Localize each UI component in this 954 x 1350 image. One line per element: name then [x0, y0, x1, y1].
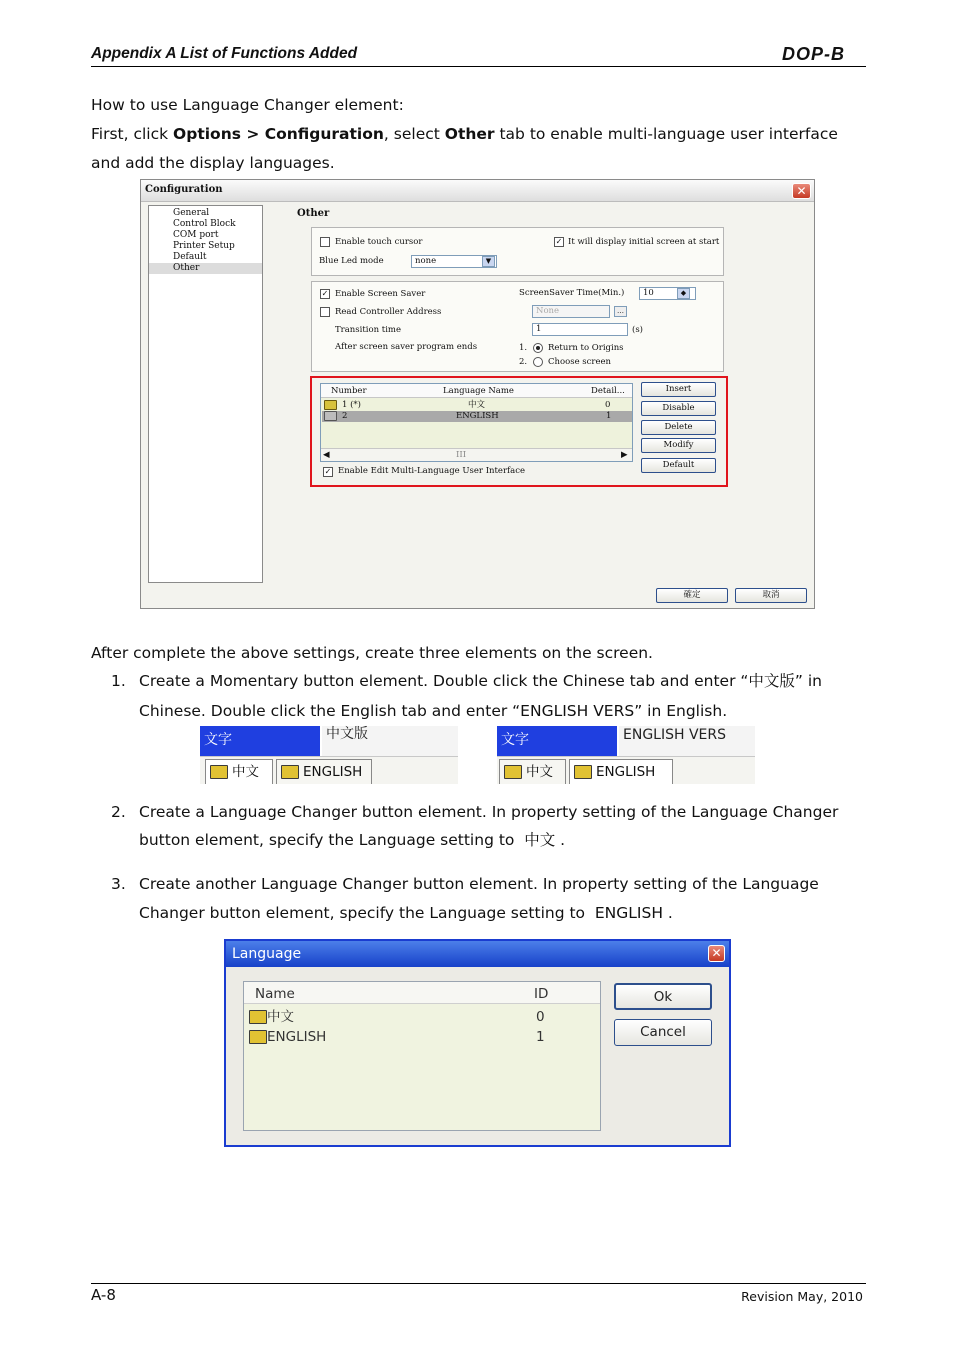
row-number: 1 (*): [342, 400, 361, 410]
row-detail: 0: [605, 400, 611, 410]
list-item[interactable]: 中文: [249, 1009, 294, 1025]
scroll-right-icon[interactable]: ▶: [621, 450, 628, 460]
blue-led-select[interactable]: none: [411, 255, 497, 268]
header-rule: [91, 66, 866, 67]
touch-cursor-label: Enable touch cursor: [335, 237, 423, 247]
step-3-number: 3.: [111, 875, 126, 893]
touch-cursor-checkbox[interactable]: [320, 237, 330, 247]
after-settings-text: After complete the above settings, create three elements on the screen.: [91, 644, 653, 662]
step-2-line-2: button element, specify the Language setting to 中文 .: [139, 831, 566, 849]
col-name[interactable]: Name: [255, 986, 295, 1002]
chinese-tab-snippet: [200, 726, 458, 784]
blue-led-label: Blue Led mode: [319, 256, 384, 266]
list-item[interactable]: ENGLISH: [249, 1029, 326, 1045]
col-id[interactable]: ID: [534, 986, 549, 1002]
read-controller-checkbox[interactable]: [320, 307, 330, 317]
screensaver-time-input[interactable]: 10: [639, 287, 696, 300]
snippet-label: 文字: [497, 726, 617, 756]
insert-button[interactable]: Insert: [641, 382, 716, 397]
step-1-line-2: Chinese. Double click the English tab and enter “ENGLISH VERS” in English.: [139, 702, 728, 720]
tree-item-com-port[interactable]: COM port: [173, 230, 219, 240]
scroll-left-icon[interactable]: ◀: [323, 450, 330, 460]
intro-line-3: and add the display languages.: [91, 154, 335, 172]
row-detail: 1: [606, 411, 612, 421]
intro-line-1: How to use Language Changer element:: [91, 96, 404, 114]
col-number[interactable]: Number: [331, 386, 367, 396]
list-item-id: 0: [536, 1009, 545, 1025]
modify-button[interactable]: Modify: [641, 438, 716, 453]
dialog-titlebar: [141, 180, 814, 202]
screen-saver-label: Enable Screen Saver: [335, 289, 426, 299]
after-saver-label: After screen saver program ends: [335, 342, 478, 352]
snippet-value: 中文版: [322, 726, 458, 756]
settings-tree: [148, 205, 263, 583]
col-language-name[interactable]: Language Name: [443, 386, 514, 396]
tab-english[interactable]: ENGLISH: [276, 759, 372, 784]
snippet-label: 文字: [200, 726, 320, 756]
transition-label: Transition time: [335, 325, 402, 335]
footer-rule: [91, 1283, 866, 1284]
screen-saver-checkbox[interactable]: ✓: [321, 289, 329, 298]
browse-icon[interactable]: …: [614, 306, 627, 317]
scroll-thumb-grip[interactable]: III: [456, 450, 467, 460]
transition-unit: (s): [632, 325, 643, 335]
language-dialog-title: Language: [226, 941, 729, 967]
book-icon: [249, 1030, 267, 1044]
return-origins-label: Return to Origins: [548, 343, 624, 353]
tab-english[interactable]: ENGLISH: [569, 759, 673, 784]
choose-screen-radio[interactable]: [533, 357, 543, 367]
choose-screen-label: Choose screen: [548, 357, 612, 367]
language-list: [243, 981, 601, 1131]
enable-multi-language-checkbox[interactable]: ✓: [324, 467, 332, 476]
option-2-number: 2.: [519, 357, 528, 367]
ok-button[interactable]: Ok: [614, 983, 712, 1010]
row-number: 2: [342, 411, 348, 421]
step-1-number: 1.: [111, 672, 126, 690]
revision-date: Revision May, 2010: [741, 1289, 863, 1304]
initial-screen-label: It will display initial screen at start: [568, 237, 720, 247]
step-2-number: 2.: [111, 803, 126, 821]
list-item-id: 1: [536, 1029, 545, 1045]
snippet-tab-bar: [497, 756, 755, 784]
dop-b-logo: DOP-B: [782, 44, 845, 64]
book-icon: [574, 765, 592, 779]
page-number: A-8: [91, 1286, 116, 1304]
tab-chinese[interactable]: 中文: [499, 759, 566, 784]
chevron-down-icon[interactable]: ▼: [482, 256, 495, 267]
snippet-tab-bar: [200, 756, 458, 784]
language-dialog: [224, 939, 731, 1147]
book-icon: [249, 1010, 267, 1024]
default-button[interactable]: Default: [641, 458, 716, 473]
configuration-dialog: [140, 179, 815, 609]
step-3-line-1: Create another Language Changer button element. In property setting of the Language: [139, 875, 819, 893]
tab-chinese[interactable]: 中文: [205, 759, 273, 784]
close-icon[interactable]: ✕: [792, 183, 811, 199]
enable-multi-language-label: Enable Edit Multi-Language User Interface: [338, 466, 526, 476]
highlight-box: [310, 376, 728, 487]
book-icon: [210, 765, 228, 779]
tree-item-general[interactable]: General: [173, 208, 210, 218]
section-title: Other: [297, 208, 330, 219]
delete-button[interactable]: Delete: [641, 420, 716, 435]
dialog-title: Configuration: [145, 184, 223, 195]
initial-screen-checkbox[interactable]: ✓: [555, 237, 563, 246]
step-2-line-1: Create a Language Changer button element. In property setting of the Language Changer: [139, 803, 839, 821]
read-controller-label: Read Controller Address: [335, 307, 442, 317]
ok-button[interactable]: 確定: [656, 588, 728, 603]
book-icon: [504, 765, 522, 779]
close-icon[interactable]: ✕: [708, 945, 725, 962]
step-1-line-1: Create a Momentary button element. Double click the Chinese tab and enter “中文版” in: [139, 672, 822, 690]
tree-item-printer-setup[interactable]: Printer Setup: [173, 241, 235, 251]
col-detail[interactable]: Detail...: [591, 386, 625, 396]
tree-item-default[interactable]: Default: [173, 252, 207, 262]
screensaver-time-label: ScreenSaver Time(Min.): [519, 288, 625, 298]
spin-icon[interactable]: ◆: [677, 288, 690, 299]
cancel-button[interactable]: 取消: [735, 588, 807, 603]
step-3-line-2: Changer button element, specify the Language setting to ENGLISH .: [139, 904, 673, 922]
read-controller-input[interactable]: None: [532, 305, 610, 318]
english-tab-snippet: [497, 726, 755, 784]
cursor-group: [311, 227, 724, 276]
book-icon: [281, 765, 299, 779]
tree-item-other[interactable]: Other: [149, 263, 262, 274]
row-name: 中文: [468, 400, 486, 410]
intro-line-2: First, click Options > Configuration, select Other tab to enable multi-language user interface: [91, 125, 838, 143]
option-1-number: 1.: [519, 343, 528, 353]
tree-item-control-block[interactable]: Control Block: [173, 219, 236, 229]
disable-button[interactable]: Disable: [641, 401, 716, 416]
running-header-title: Appendix A List of Functions Added: [91, 45, 358, 62]
return-origins-radio[interactable]: [533, 343, 543, 353]
screensaver-group: [311, 281, 724, 372]
transition-input[interactable]: 1: [532, 323, 628, 336]
cancel-button[interactable]: Cancel: [614, 1019, 712, 1046]
snippet-value: ENGLISH VERS: [619, 726, 755, 756]
list-header: [244, 982, 600, 1004]
row-name: ENGLISH: [456, 411, 499, 421]
